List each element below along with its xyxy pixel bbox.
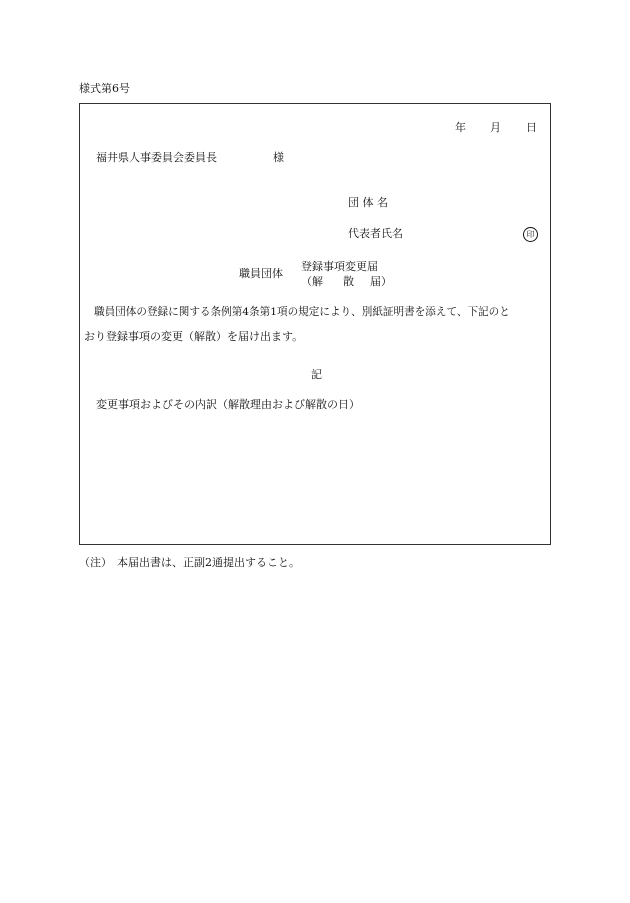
note-text: 本届出書は、正副2通提出すること。 (117, 556, 300, 569)
heading-line2-close: 届） (370, 275, 392, 288)
date-month: 月 (490, 121, 501, 134)
date-day: 日 (526, 121, 537, 134)
body-line-2: おり登録事項の変更（解散）を届け出ます。 (84, 330, 304, 343)
heading-left: 職員団体 (239, 267, 283, 280)
note-label: （注） (79, 556, 112, 569)
seal-mark: 印 (523, 227, 538, 242)
addressee-honorific: 様 (273, 151, 284, 164)
date-year: 年 (455, 121, 466, 134)
form-number: 様式第6号 (79, 82, 130, 95)
representative-name-label: 代表者氏名 (348, 227, 403, 240)
heading-line1: 登録事項変更届 (301, 260, 378, 273)
addressee-title: 福井県人事委員会委員長 (96, 151, 217, 164)
organization-name-label: 団 体 名 (348, 196, 388, 209)
heading-line2-mid: 散 (343, 275, 354, 288)
details-label: 変更事項およびその内訳（解散理由および解散の日） (96, 398, 360, 411)
ki-marker: 記 (311, 368, 322, 381)
body-line-1: 職員団体の登録に関する条例第4条第1項の規定により、別紙証明書を添えて、下記のと (94, 306, 510, 318)
application-form (79, 103, 551, 545)
heading-line2-open: （解 (301, 275, 323, 288)
